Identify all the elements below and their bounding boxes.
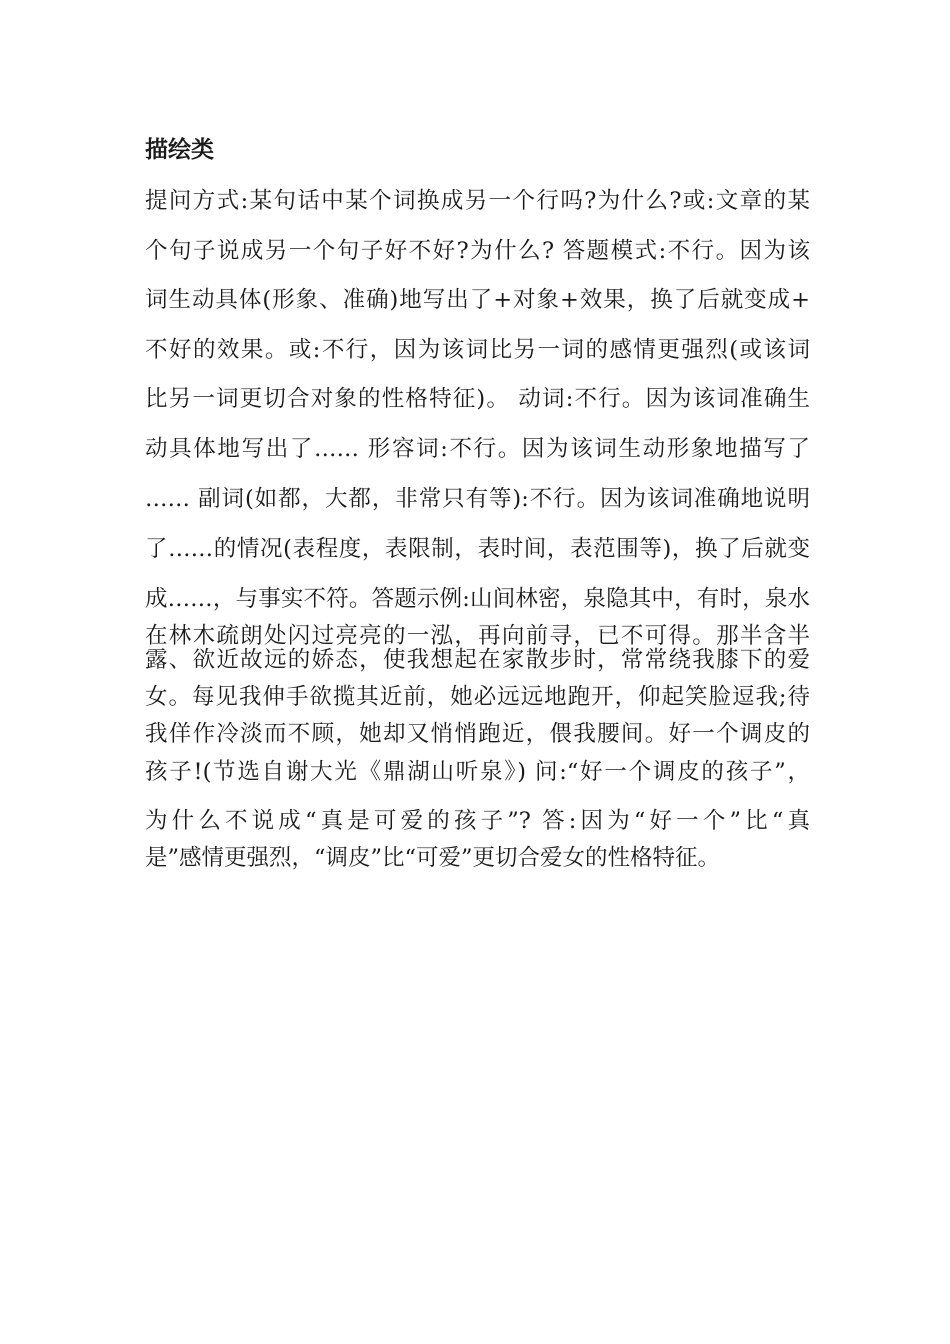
text-line-15: 为什么不说成“真是可爱的孩子”? 答:因为“好一个”比“真 [145, 808, 810, 834]
text-line-3: 词生动具体(形象、准确)地写出了+对象+效果，换了后就变成+ [145, 287, 810, 313]
text-line-10: 在林木疏朗处闪过亮亮的一泓，再向前寻，已不可得。那半含半 [145, 623, 810, 649]
text-line-4: 不好的效果。或:不行，因为该词比另一词的感情更强烈(或该词 [145, 337, 810, 363]
text-line-9: 成……，与事实不符。答题示例:山间林密，泉隐其中，有时，泉水 [145, 586, 810, 612]
text-line-6: 动具体地写出了…… 形容词:不行。因为该词生动形象地描写了 [145, 436, 810, 462]
text-line-12: 女。每见我伸手欲揽其近前，她必远远地跑开，仰起笑脸逗我;待 [145, 684, 810, 710]
text-line-13: 我佯作冷淡而不顾，她却又悄悄跑近，偎我腰间。好一个调皮的 [145, 721, 810, 747]
text-line-1: 提问方式:某句话中某个词换成另一个行吗?为什么?或:文章的某 [145, 188, 810, 214]
text-line-16: 是”感情更强烈，“调皮”比“可爱”更切合爱女的性格特征。 [145, 845, 721, 871]
text-line-5: 比另一词更切合对象的性格特征)。 动词:不行。因为该词准确生 [145, 386, 810, 412]
text-line-11: 露、欲近故远的娇态，使我想起在家散步时，常常绕我膝下的爱 [145, 647, 810, 673]
text-line-8: 了……的情况(表程度，表限制，表时间，表范围等)，换了后就变 [145, 536, 810, 562]
section-heading: 描绘类 [145, 137, 214, 163]
text-line-7: …… 副词(如都，大都，非常只有等):不行。因为该词准确地说明 [145, 486, 810, 512]
text-line-2: 个句子说成另一个句子好不好?为什么? 答题模式:不行。因为该 [145, 238, 810, 264]
text-line-14: 孩子!(节选自谢大光《鼎湖山听泉》) 问:“好一个调皮的孩子”， [145, 759, 810, 785]
